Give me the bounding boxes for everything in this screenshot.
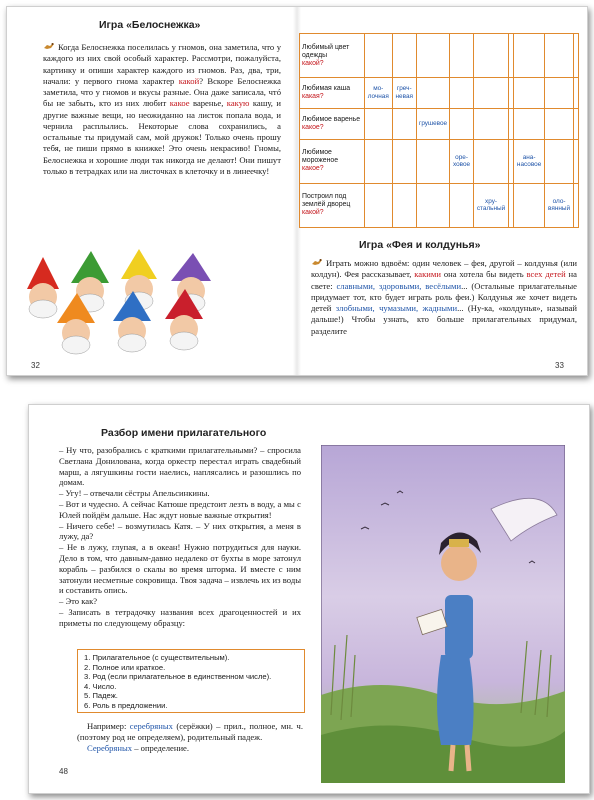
table-row-label: Построил под землёй дворец какой? xyxy=(300,183,365,227)
table-cell xyxy=(573,139,578,183)
right-page-text: Играть можно вдвоём: один человек – фея, другой – колдунья (или колдун). Фея рассказывает, какими она хотела бы видеть всех детей на свете: славными, здоровыми, весёлыми... (Остальные прилагательные придумает тот, кто будет играть роль феи.) Колдунья же хочет видеть детей злобными, чумазыми, жадными... (Ну-ка, «колдунья», называй дальше!) Чтобы узнать, кто больше прилагательных придумал, разделите xyxy=(311,258,577,336)
table-cell xyxy=(545,139,574,183)
table-row xyxy=(300,139,579,183)
table-row-label: Любимое мороженое какое? xyxy=(300,139,365,183)
paragraph: – Не в лужу, глупая, а в океан! Нужно потрудиться для науки. Дело в том, что давным-давно недалеко от бухты в море затонул корабль – разбился о скалы во время шторма. И вместе с ним затонули несметные сокровища. Твоя задача – извлечь их из воды и составить опись. xyxy=(59,542,301,596)
table-cell xyxy=(545,78,574,109)
table-cell xyxy=(474,34,509,78)
table-cell xyxy=(474,78,509,109)
table-cell: греч-невая xyxy=(392,78,416,109)
book-spread-top xyxy=(6,6,588,376)
analysis-template-box xyxy=(77,649,305,713)
table-cell xyxy=(416,34,449,78)
table-row-label: Любимый цвет одежды какой? xyxy=(300,34,365,78)
left-page-text: Когда Белоснежка поселилась у гномов, она заметила, что у каждого из них свой особый характер. Рассмотри, пожалуйста, картинку и опиши характер каждого из гномов. Раз, два, три, начали: у первого гнома характер какой? Вскоре Белоснежка заметила, что у гномов и вкусы разные. Она даже записала, чтó бы не забыть, кто из них любит какое варенье, какую кашу, и другие важные вещи, но неожиданно на листок попала вода, и чернила расплылись. Некоторые слова сохранились, а остальные ты придумай сам, мой дружок! Только очень прошу тебя, не пиши прямо в книжке! Это очень некрасиво! Гномы, Белоснежка и хорошие люди так никогда не делают! Они пишут только в тетрадках или на листочках в клеточку и в линеечку! xyxy=(43,42,281,176)
paragraph: – Записать в тетрадочку названия всех драгоценностей и их приметы по следующему образцу: xyxy=(59,606,301,628)
table-cell: хру-стальный xyxy=(474,183,509,227)
table-cell xyxy=(365,34,393,78)
bottom-page-title: Разбор имени прилагательного xyxy=(101,427,267,439)
page-number-left: 32 xyxy=(31,361,40,370)
table-cell xyxy=(514,108,545,139)
table-row xyxy=(300,108,579,139)
paragraph: – Угу! – отвечали сёстры Апельсинкины. xyxy=(59,488,210,499)
list-item: 6. Роль в предложении. xyxy=(84,700,168,710)
table-cell xyxy=(573,34,578,78)
paragraph: – Ничего себе! – возмутилась Катя. – У них открытия, а меня в лужу, да? xyxy=(59,520,301,542)
table-cell xyxy=(392,183,416,227)
question-bird-icon xyxy=(43,41,55,51)
example-text: Например: серебряных (серёжки) – прил., полное, мн. ч. (поэтому род не определяем), родительный падеж. Серебряных – определение. xyxy=(77,721,303,753)
list-item: 5. Падеж. xyxy=(84,691,118,701)
table-cell xyxy=(514,34,545,78)
gnome-red xyxy=(27,257,59,318)
question-bird-icon xyxy=(311,257,323,267)
table-cell: мо-лочная xyxy=(365,78,393,109)
table-cell xyxy=(365,108,393,139)
table-row xyxy=(300,78,579,109)
page-number-right: 33 xyxy=(555,361,564,370)
table-cell xyxy=(392,139,416,183)
table-cell xyxy=(392,34,416,78)
table-cell: оло-вянный xyxy=(545,183,574,227)
table-cell: оре-ховое xyxy=(450,139,474,183)
bottom-page-text xyxy=(59,445,301,629)
table-cell xyxy=(545,108,574,139)
table-cell xyxy=(514,183,545,227)
table-cell xyxy=(450,183,474,227)
table-cell xyxy=(416,78,449,109)
table-cell xyxy=(450,78,474,109)
girl-with-book-illustration xyxy=(321,445,565,783)
table-cell xyxy=(416,139,449,183)
table-cell xyxy=(474,139,509,183)
table-cell: грушевое xyxy=(416,108,449,139)
table-row-label: Любимая каша какая? xyxy=(300,78,365,109)
left-page-title: Игра «Белоснежка» xyxy=(99,19,201,31)
paragraph: – Вот и чудесно. А сейчас Катюше предстоит лезть в воду, а мы с Юлей пойдём дальше. Нас ждут новые важные открытия! xyxy=(59,498,301,520)
table-cell xyxy=(365,139,393,183)
table-cell xyxy=(365,183,393,227)
table-cell xyxy=(450,108,474,139)
table-cell xyxy=(573,78,578,109)
table-cell xyxy=(545,34,574,78)
list-item: 4. Число. xyxy=(84,681,117,691)
gnome-tastes-table xyxy=(299,33,579,228)
list-item: 1. Прилагательное (с существительным). xyxy=(84,653,230,662)
table-cell xyxy=(474,108,509,139)
right-page-title: Игра «Фея и колдунья» xyxy=(359,239,481,251)
table-cell xyxy=(392,108,416,139)
gnome-yellow xyxy=(121,249,157,310)
list-item: 2. Полное или краткое. xyxy=(84,662,166,672)
paragraph: – Ну что, разобрались с краткими прилагательными? – спросила Светлана Донилована, когда оркестр перестал играть свадебный марш, а лягушкины гости наелись, наплясались и разошлись по домам. xyxy=(59,445,301,488)
table-cell xyxy=(573,108,578,139)
table-cell: ана-насовое xyxy=(514,139,545,183)
page-number-bottom: 48 xyxy=(59,767,68,776)
book-page-bottom xyxy=(28,404,590,794)
table-cell xyxy=(450,34,474,78)
gnome-faces-illustration xyxy=(21,249,241,359)
table-row xyxy=(300,34,579,78)
list-item: 3. Род (если прилагательное в единственном числе). xyxy=(84,672,272,682)
table-cell xyxy=(573,183,578,227)
table-row xyxy=(300,183,579,227)
table-row-label: Любимое варенье какое? xyxy=(300,108,365,139)
paragraph: – Это как? xyxy=(59,596,98,607)
table-cell xyxy=(416,183,449,227)
table-cell xyxy=(514,78,545,109)
